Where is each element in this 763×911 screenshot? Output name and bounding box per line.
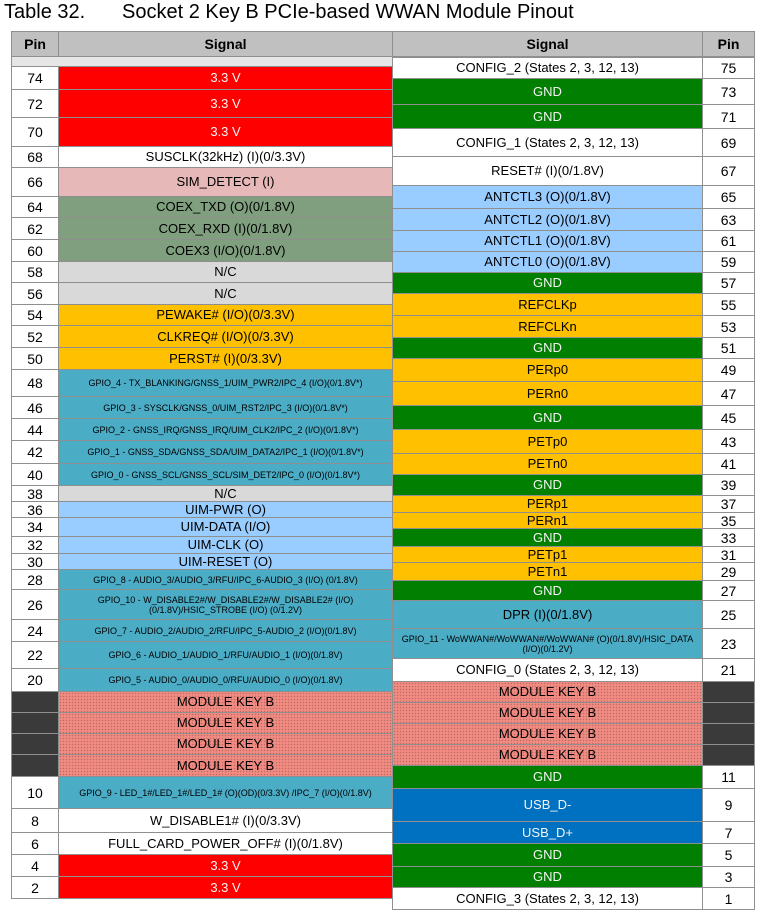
- left-signal-pin-64: COEX_TXD (O)(0/1.8V): [58, 196, 393, 218]
- table-caption: Socket 2 Key B PCIe-based WWAN Module Pinout: [122, 1, 574, 23]
- right-signal-pin-5: GND: [392, 843, 703, 867]
- left-pin-54: 54: [11, 304, 59, 326]
- right-key-pin-blank: [702, 744, 755, 766]
- left-signal-pin-24: GPIO_7 - AUDIO_2/AUDIO_2/RFU/IPC_5-AUDIO_2 (I/O)(0/1.8V): [58, 619, 393, 642]
- right-signal-pin-75: CONFIG_2 (States 2, 3, 12, 13): [392, 57, 703, 79]
- left-signal-pin-60: COEX3 (I/O)(0/1.8V): [58, 239, 393, 262]
- left-signal-pin-74: 3.3 V: [58, 66, 393, 90]
- right-pin-43: 43: [702, 429, 755, 454]
- left-pin-56: 56: [11, 282, 59, 305]
- left-signal-pin-54: PEWAKE# (I/O)(0/3.3V): [58, 304, 393, 326]
- right-signal-pin-43: PETp0: [392, 429, 703, 454]
- right-pin-55: 55: [702, 293, 755, 316]
- right-pin-1: 1: [702, 887, 755, 910]
- left-pin-60: 60: [11, 239, 59, 262]
- right-key-pin-blank: [702, 723, 755, 745]
- left-pin-50: 50: [11, 347, 59, 370]
- right-pin-67: 67: [702, 156, 755, 186]
- left-pin-8: 8: [11, 808, 59, 833]
- right-signal-pin-67: RESET# (I)(0/1.8V): [392, 156, 703, 186]
- page-title: [4, 0, 574, 26]
- left-signal-pin-72: 3.3 V: [58, 89, 393, 118]
- right-pin-35: 35: [702, 512, 755, 529]
- right-module-key-signal: MODULE KEY B: [392, 723, 703, 745]
- right-pin-73: 73: [702, 78, 755, 105]
- left-signal-pin-48: GPIO_4 - TX_BLANKING/GNSS_1/UIM_PWR2/IPC_4 (I/O)(0/1.8V*): [58, 369, 393, 397]
- left-signal-pin-4: 3.3 V: [58, 854, 393, 877]
- right-signal-pin-29: PETn1: [392, 562, 703, 581]
- right-pin-5: 5: [702, 843, 755, 867]
- table-number: Table 32.: [4, 1, 86, 23]
- pin-header-right: Pin: [702, 31, 755, 57]
- left-signal-pin-44: GPIO_2 - GNSS_IRQ/GNSS_IRQ/UIM_CLK2/IPC_2 (I/O)(0/1.8V*): [58, 418, 393, 441]
- right-signal-pin-63: ANTCTL2 (O)(0/1.8V): [392, 208, 703, 231]
- left-signal-pin-38: N/C: [58, 485, 393, 502]
- right-signal-pin-11: GND: [392, 765, 703, 789]
- left-signal-pin-68: SUSCLK(32kHz) (I)(0/3.3V): [58, 146, 393, 168]
- right-signal-pin-53: REFCLKn: [392, 315, 703, 338]
- right-pin-49: 49: [702, 358, 755, 382]
- right-pin-75: 75: [702, 57, 755, 79]
- right-signal-pin-1: CONFIG_3 (States 2, 3, 12, 13): [392, 887, 703, 910]
- left-key-pin-blank: [11, 691, 59, 713]
- left-pin-38: 38: [11, 485, 59, 502]
- right-key-pin-blank: [702, 702, 755, 724]
- left-pin-32: 32: [11, 536, 59, 554]
- left-module-key-signal: MODULE KEY B: [58, 691, 393, 713]
- right-signal-pin-55: REFCLKp: [392, 293, 703, 316]
- right-signal-pin-57: GND: [392, 272, 703, 294]
- right-pin-25: 25: [702, 600, 755, 629]
- left-pin-4: 4: [11, 854, 59, 877]
- left-pin-42: 42: [11, 440, 59, 464]
- right-module-key-signal: MODULE KEY B: [392, 744, 703, 766]
- left-key-pin-blank: [11, 754, 59, 777]
- right-signal-pin-59: ANTCTL0 (O)(0/1.8V): [392, 251, 703, 273]
- left-signal-pin-2: 3.3 V: [58, 876, 393, 899]
- right-pin-71: 71: [702, 104, 755, 129]
- right-signal-pin-25: DPR (I)(0/1.8V): [392, 600, 703, 629]
- left-pin-48: 48: [11, 369, 59, 397]
- left-pin-44: 44: [11, 418, 59, 441]
- left-signal-pin-52: CLKREQ# (I/O)(0/3.3V): [58, 325, 393, 348]
- right-pin-51: 51: [702, 337, 755, 359]
- left-pin-68: 68: [11, 146, 59, 168]
- right-pin-45: 45: [702, 405, 755, 430]
- left-pin-2: 2: [11, 876, 59, 899]
- left-signal-pin-50: PERST# (I)(0/3.3V): [58, 347, 393, 370]
- right-signal-pin-49: PERp0: [392, 358, 703, 382]
- right-signal-pin-31: PETp1: [392, 546, 703, 563]
- pin-header-left: Pin: [11, 31, 59, 57]
- right-key-pin-blank: [702, 681, 755, 703]
- left-pin-64: 64: [11, 196, 59, 218]
- right-pin-65: 65: [702, 185, 755, 209]
- right-signal-pin-7: USB_D+: [392, 821, 703, 844]
- left-pin-58: 58: [11, 261, 59, 283]
- left-signal-pin-40: GPIO_0 - GNSS_SCL/GNSS_SCL/SIM_DET2/IPC_0 (I/O)(0/1.8V*): [58, 463, 393, 486]
- right-signal-pin-9: USB_D-: [392, 788, 703, 822]
- right-signal-pin-33: GND: [392, 528, 703, 547]
- right-pin-7: 7: [702, 821, 755, 844]
- left-pin-72: 72: [11, 89, 59, 118]
- right-pin-59: 59: [702, 251, 755, 273]
- right-pin-9: 9: [702, 788, 755, 822]
- right-signal-pin-23: GPIO_11 - WoWWAN#/WoWWAN#/WoWWAN# (O)(0/1.8V)/HSIC_DATA (I/O)(0/1.2V): [392, 628, 703, 659]
- right-pin-23: 23: [702, 628, 755, 659]
- right-signal-pin-27: GND: [392, 580, 703, 601]
- right-signal-pin-3: GND: [392, 866, 703, 888]
- right-signal-pin-45: GND: [392, 405, 703, 430]
- right-signal-pin-47: PERn0: [392, 381, 703, 406]
- left-pin-70: 70: [11, 117, 59, 147]
- right-pin-37: 37: [702, 495, 755, 513]
- left-signal-pin-42: GPIO_1 - GNSS_SDA/GNSS_SDA/UIM_DATA2/IPC_1 (I/O)(0/1.8V*): [58, 440, 393, 464]
- left-signal-pin-32: UIM-CLK (O): [58, 536, 393, 554]
- right-signal-pin-37: PERp1: [392, 495, 703, 513]
- left-module-key-signal: MODULE KEY B: [58, 733, 393, 755]
- right-signal-pin-71: GND: [392, 104, 703, 129]
- left-signal-pin-58: N/C: [58, 261, 393, 283]
- right-signal-pin-41: PETn0: [392, 453, 703, 475]
- signal-header-left: Signal: [58, 31, 393, 57]
- left-module-key-signal: MODULE KEY B: [58, 712, 393, 734]
- left-signal-pin-22: GPIO_6 - AUDIO_1/AUDIO_1/RFU/AUDIO_1 (I/O)(0/1.8V): [58, 641, 393, 669]
- right-signal-pin-69: CONFIG_1 (States 2, 3, 12, 13): [392, 128, 703, 157]
- right-pin-33: 33: [702, 528, 755, 547]
- left-signal-pin-62: COEX_RXD (I)(0/1.8V): [58, 217, 393, 240]
- left-pin-52: 52: [11, 325, 59, 348]
- left-pin-28: 28: [11, 569, 59, 590]
- right-pin-57: 57: [702, 272, 755, 294]
- left-signal-pin-70: 3.3 V: [58, 117, 393, 147]
- right-signal-pin-51: GND: [392, 337, 703, 359]
- left-signal-pin-34: UIM-DATA (I/O): [58, 517, 393, 537]
- right-signal-pin-35: PERn1: [392, 512, 703, 529]
- right-pin-69: 69: [702, 128, 755, 157]
- left-pin-22: 22: [11, 641, 59, 669]
- left-signal-pin-36: UIM-PWR (O): [58, 501, 393, 518]
- left-pin-62: 62: [11, 217, 59, 240]
- left-pin-74: 74: [11, 66, 59, 90]
- right-pin-29: 29: [702, 562, 755, 581]
- left-pin-66: 66: [11, 167, 59, 197]
- right-pin-63: 63: [702, 208, 755, 231]
- right-signal-pin-39: GND: [392, 474, 703, 496]
- left-signal-pin-56: N/C: [58, 282, 393, 305]
- left-signal-pin-26: GPIO_10 - W_DISABLE2#/W_DISABLE2#/W_DISABLE2# (I/O)(0/1.8V)/HSIC_STROBE (I/O) (0/1.2V): [58, 589, 393, 620]
- left-signal-pin-10: GPIO_9 - LED_1#/LED_1#/LED_1# (O)(OD)(0/3.3V) /IPC_7 (I/O)(0/1.8V): [58, 776, 393, 809]
- left-key-pin-blank: [11, 712, 59, 734]
- left-signal-pin-6: FULL_CARD_POWER_OFF# (I)(0/1.8V): [58, 832, 393, 855]
- left-pin-26: 26: [11, 589, 59, 620]
- left-key-pin-blank: [11, 733, 59, 755]
- left-signal-pin-46: GPIO_3 - SYSCLK/GNSS_0/UIM_RST2/IPC_3 (I/O)(0/1.8V*): [58, 396, 393, 419]
- right-module-key-signal: MODULE KEY B: [392, 702, 703, 724]
- left-module-key-signal: MODULE KEY B: [58, 754, 393, 777]
- right-pin-39: 39: [702, 474, 755, 496]
- left-pin-30: 30: [11, 553, 59, 570]
- right-pin-41: 41: [702, 453, 755, 475]
- right-pin-3: 3: [702, 866, 755, 888]
- left-signal-pin-20: GPIO_5 - AUDIO_0/AUDIO_0/RFU/AUDIO_0 (I/O)(0/1.8V): [58, 668, 393, 692]
- right-signal-pin-73: GND: [392, 78, 703, 105]
- right-signal-pin-21: CONFIG_0 (States 2, 3, 12, 13): [392, 658, 703, 682]
- left-pin-34: 34: [11, 517, 59, 537]
- right-signal-pin-65: ANTCTL3 (O)(0/1.8V): [392, 185, 703, 209]
- right-pin-27: 27: [702, 580, 755, 601]
- left-pin-6: 6: [11, 832, 59, 855]
- left-signal-pin-66: SIM_DETECT (I): [58, 167, 393, 197]
- left-pin-20: 20: [11, 668, 59, 692]
- right-pin-53: 53: [702, 315, 755, 338]
- left-pin-10: 10: [11, 776, 59, 809]
- right-signal-pin-61: ANTCTL1 (O)(0/1.8V): [392, 230, 703, 252]
- right-pin-21: 21: [702, 658, 755, 682]
- left-pin-40: 40: [11, 463, 59, 486]
- right-pin-31: 31: [702, 546, 755, 563]
- left-signal-pin-30: UIM-RESET (O): [58, 553, 393, 570]
- left-pin-46: 46: [11, 396, 59, 419]
- right-module-key-signal: MODULE KEY B: [392, 681, 703, 703]
- left-pin-24: 24: [11, 619, 59, 642]
- left-signal-pin-28: GPIO_8 - AUDIO_3/AUDIO_3/RFU/IPC_6-AUDIO_3 (I/O) (0/1.8V): [58, 569, 393, 590]
- left-pin-36: 36: [11, 501, 59, 518]
- right-pin-61: 61: [702, 230, 755, 252]
- right-pin-11: 11: [702, 765, 755, 789]
- signal-header-right: Signal: [392, 31, 703, 57]
- right-pin-47: 47: [702, 381, 755, 406]
- left-signal-pin-8: W_DISABLE1# (I)(0/3.3V): [58, 808, 393, 833]
